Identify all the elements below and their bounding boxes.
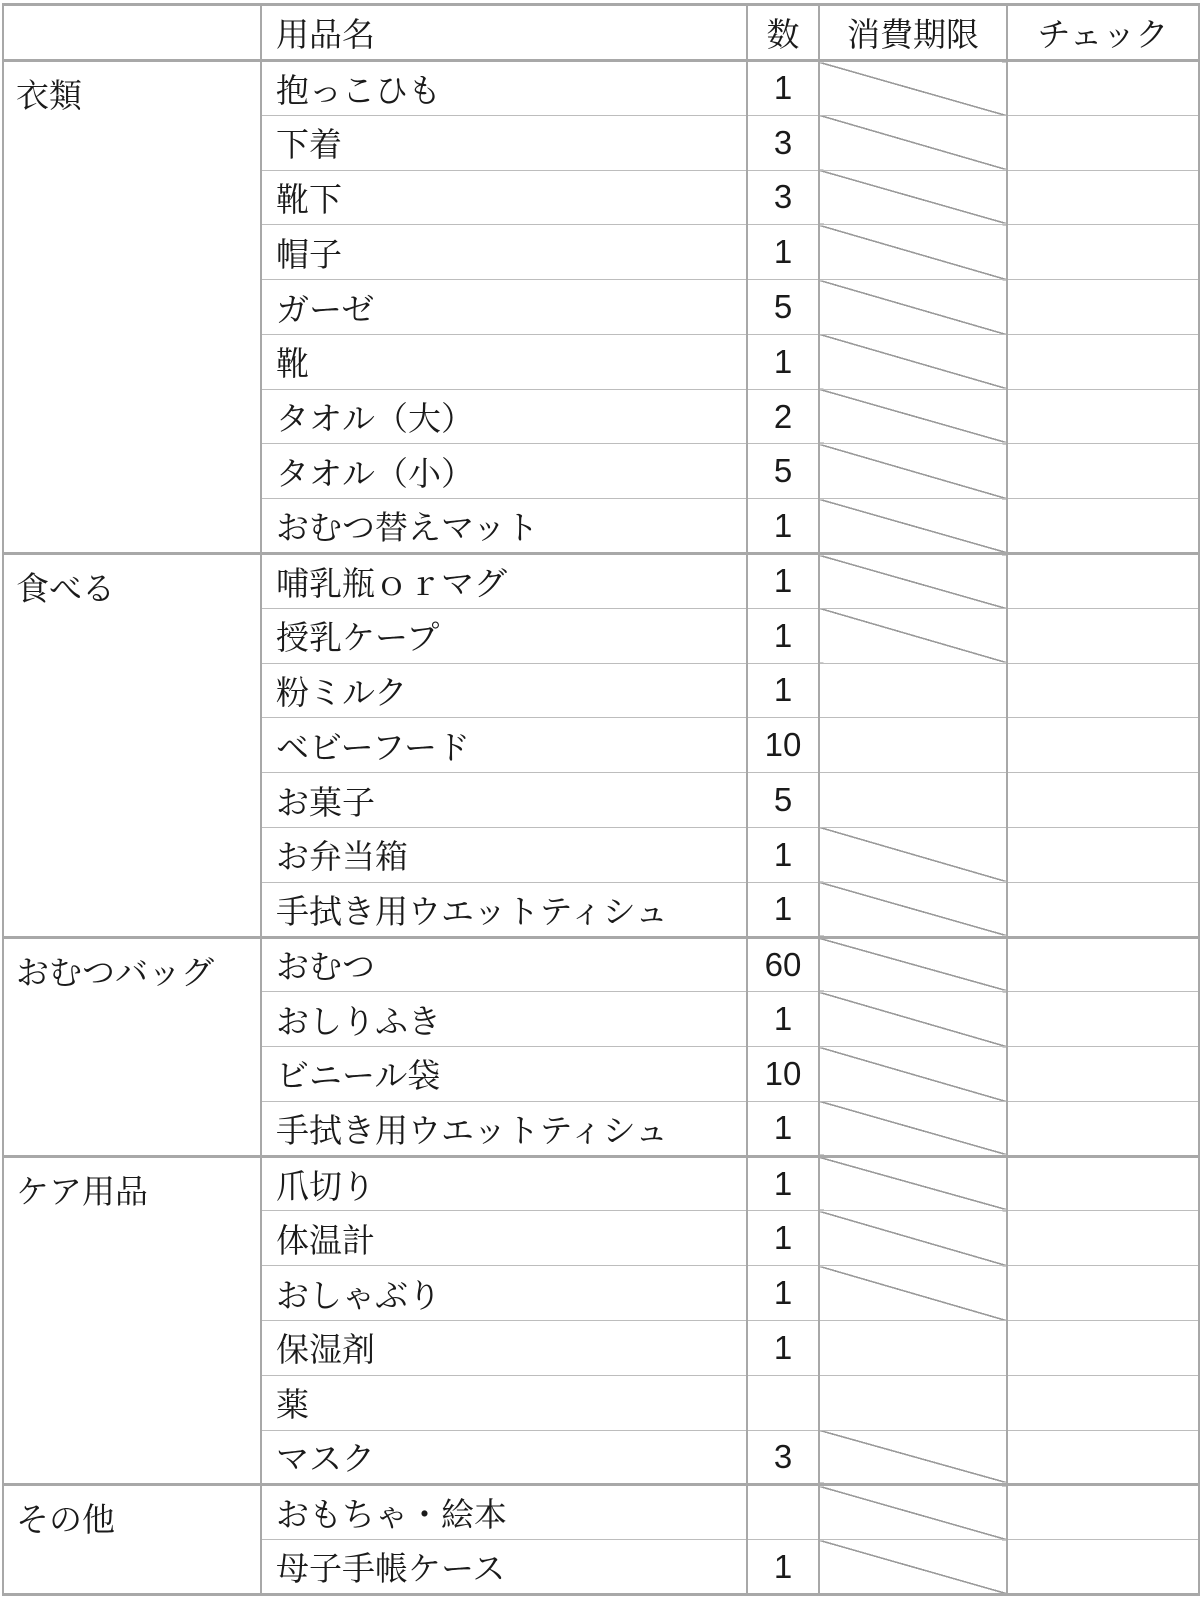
header-check: チェック — [1007, 5, 1199, 61]
check-cell[interactable] — [1007, 115, 1199, 170]
check-cell[interactable] — [1007, 280, 1199, 335]
item-name: 爪切り — [261, 1156, 747, 1211]
category-label: おむつバッグ — [3, 937, 261, 1156]
expiry-not-applicable-cell — [819, 1047, 1007, 1102]
item-quantity: 1 — [747, 1266, 819, 1321]
item-quantity: 3 — [747, 170, 819, 225]
item-name: 靴下 — [261, 170, 747, 225]
item-quantity: 2 — [747, 389, 819, 444]
item-name: おしりふき — [261, 992, 747, 1047]
check-cell[interactable] — [1007, 334, 1199, 389]
category-label: その他 — [3, 1485, 261, 1595]
item-quantity: 10 — [747, 1047, 819, 1102]
check-cell[interactable] — [1007, 1485, 1199, 1540]
item-name: おしゃぶり — [261, 1266, 747, 1321]
item-quantity: 1 — [747, 499, 819, 554]
header-item-name: 用品名 — [261, 5, 747, 61]
expiry-not-applicable-cell — [819, 115, 1007, 170]
check-cell[interactable] — [1007, 61, 1199, 116]
check-cell[interactable] — [1007, 608, 1199, 663]
item-quantity: 5 — [747, 773, 819, 828]
item-quantity: 1 — [747, 1540, 819, 1595]
expiry-not-applicable-cell — [819, 554, 1007, 609]
check-cell[interactable] — [1007, 827, 1199, 882]
item-quantity: 1 — [747, 1320, 819, 1375]
header-category — [3, 5, 261, 61]
expiry-date-cell[interactable] — [819, 1375, 1007, 1430]
table-row — [3, 554, 1199, 609]
check-cell[interactable] — [1007, 718, 1199, 773]
item-name: タオル（小） — [261, 444, 747, 499]
item-quantity: 1 — [747, 61, 819, 116]
expiry-not-applicable-cell — [819, 608, 1007, 663]
expiry-date-cell[interactable] — [819, 718, 1007, 773]
expiry-not-applicable-cell — [819, 334, 1007, 389]
category-label: ケア用品 — [3, 1156, 261, 1485]
item-quantity: 1 — [747, 608, 819, 663]
item-quantity: 1 — [747, 554, 819, 609]
check-cell[interactable] — [1007, 554, 1199, 609]
item-quantity: 3 — [747, 115, 819, 170]
table-row — [3, 1156, 1199, 1211]
item-name: ガーゼ — [261, 280, 747, 335]
header-expiry-date: 消費期限 — [819, 5, 1007, 61]
check-cell[interactable] — [1007, 1101, 1199, 1156]
table-row — [3, 61, 1199, 116]
item-name: 授乳ケープ — [261, 608, 747, 663]
item-quantity: 1 — [747, 225, 819, 280]
expiry-not-applicable-cell — [819, 1211, 1007, 1266]
item-name: 薬 — [261, 1375, 747, 1430]
check-cell[interactable] — [1007, 389, 1199, 444]
item-name: ビニール袋 — [261, 1047, 747, 1102]
category-label: 衣類 — [3, 61, 261, 554]
header-row — [3, 5, 1199, 61]
item-name: 抱っこひも — [261, 61, 747, 116]
item-name: おむつ替えマット — [261, 499, 747, 554]
item-quantity: 1 — [747, 334, 819, 389]
item-quantity: 1 — [747, 1211, 819, 1266]
expiry-date-cell[interactable] — [819, 1320, 1007, 1375]
item-name: おむつ — [261, 937, 747, 992]
check-cell[interactable] — [1007, 1211, 1199, 1266]
item-name: ベビーフード — [261, 718, 747, 773]
expiry-not-applicable-cell — [819, 1540, 1007, 1595]
item-name: 体温計 — [261, 1211, 747, 1266]
item-quantity: 1 — [747, 882, 819, 937]
check-cell[interactable] — [1007, 1540, 1199, 1595]
check-cell[interactable] — [1007, 663, 1199, 718]
item-name: 帽子 — [261, 225, 747, 280]
check-cell[interactable] — [1007, 992, 1199, 1047]
check-cell[interactable] — [1007, 1375, 1199, 1430]
item-quantity: 5 — [747, 444, 819, 499]
check-cell[interactable] — [1007, 499, 1199, 554]
expiry-not-applicable-cell — [819, 1430, 1007, 1485]
check-cell[interactable] — [1007, 1266, 1199, 1321]
item-name: お弁当箱 — [261, 827, 747, 882]
expiry-not-applicable-cell — [819, 225, 1007, 280]
check-cell[interactable] — [1007, 1156, 1199, 1211]
expiry-not-applicable-cell — [819, 444, 1007, 499]
expiry-not-applicable-cell — [819, 61, 1007, 116]
item-name: マスク — [261, 1430, 747, 1485]
check-cell[interactable] — [1007, 1047, 1199, 1102]
expiry-date-cell[interactable] — [819, 663, 1007, 718]
item-quantity: 1 — [747, 992, 819, 1047]
item-quantity: 60 — [747, 937, 819, 992]
expiry-not-applicable-cell — [819, 499, 1007, 554]
item-name: タオル（大） — [261, 389, 747, 444]
check-cell[interactable] — [1007, 937, 1199, 992]
expiry-not-applicable-cell — [819, 937, 1007, 992]
expiry-not-applicable-cell — [819, 170, 1007, 225]
baby-goods-checklist-table — [2, 3, 1200, 1596]
expiry-not-applicable-cell — [819, 1485, 1007, 1540]
table-row — [3, 937, 1199, 992]
expiry-not-applicable-cell — [819, 882, 1007, 937]
header-quantity: 数 — [747, 5, 819, 61]
item-quantity: 3 — [747, 1430, 819, 1485]
check-cell[interactable] — [1007, 170, 1199, 225]
check-cell[interactable] — [1007, 1320, 1199, 1375]
expiry-not-applicable-cell — [819, 389, 1007, 444]
item-name: 靴 — [261, 334, 747, 389]
item-name: 哺乳瓶ｏｒマグ — [261, 554, 747, 609]
item-quantity: 1 — [747, 663, 819, 718]
item-name: おもちゃ・絵本 — [261, 1485, 747, 1540]
item-quantity: 5 — [747, 280, 819, 335]
item-name: 母子手帳ケース — [261, 1540, 747, 1595]
check-cell[interactable] — [1007, 773, 1199, 828]
check-cell[interactable] — [1007, 882, 1199, 937]
category-label: 食べる — [3, 554, 261, 937]
checklist-body — [3, 61, 1199, 1595]
item-quantity: 10 — [747, 718, 819, 773]
expiry-not-applicable-cell — [819, 1156, 1007, 1211]
item-quantity: 1 — [747, 1156, 819, 1211]
item-name: 手拭き用ウエットティシュ — [261, 1101, 747, 1156]
item-quantity: 1 — [747, 827, 819, 882]
item-name: 手拭き用ウエットティシュ — [261, 882, 747, 937]
check-cell[interactable] — [1007, 444, 1199, 499]
item-quantity: 1 — [747, 1101, 819, 1156]
expiry-not-applicable-cell — [819, 1266, 1007, 1321]
item-quantity — [747, 1375, 819, 1430]
item-quantity — [747, 1485, 819, 1540]
table-row — [3, 1485, 1199, 1540]
expiry-not-applicable-cell — [819, 1101, 1007, 1156]
item-name: 保湿剤 — [261, 1320, 747, 1375]
expiry-not-applicable-cell — [819, 827, 1007, 882]
item-name: 下着 — [261, 115, 747, 170]
expiry-not-applicable-cell — [819, 992, 1007, 1047]
expiry-date-cell[interactable] — [819, 773, 1007, 828]
check-cell[interactable] — [1007, 225, 1199, 280]
item-name: 粉ミルク — [261, 663, 747, 718]
check-cell[interactable] — [1007, 1430, 1199, 1485]
expiry-not-applicable-cell — [819, 280, 1007, 335]
item-name: お菓子 — [261, 773, 747, 828]
